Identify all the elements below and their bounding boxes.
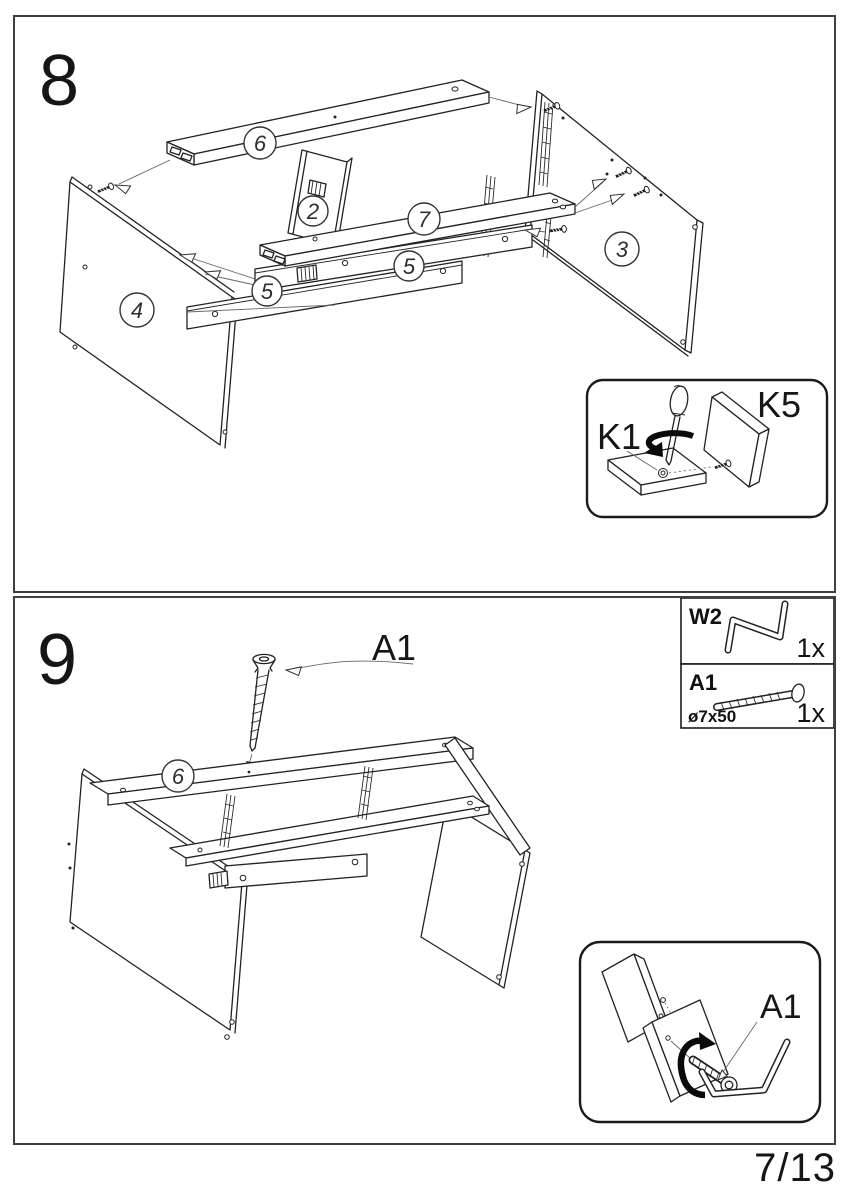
step8-panel [13, 15, 836, 593]
step9-drawing [15, 598, 834, 1143]
svg-text:6: 6 [171, 764, 185, 789]
svg-text:5: 5 [402, 254, 416, 279]
svg-text:4: 4 [130, 298, 144, 323]
part-label-4 [120, 293, 154, 327]
part6-top-rail [167, 80, 489, 165]
svg-text:6: 6 [253, 131, 267, 156]
inset-a1-label: A1 [760, 988, 802, 1026]
part-label-2 [298, 196, 328, 226]
step8-inset [587, 380, 827, 517]
legend-qty-a1: 1x [796, 698, 825, 728]
svg-text:3: 3 [615, 237, 629, 262]
svg-text:7: 7 [417, 207, 431, 232]
svg-text:5: 5 [260, 279, 274, 304]
step9-number: 9 [37, 620, 78, 700]
step9-panel [13, 596, 836, 1145]
step9-inset [580, 942, 820, 1122]
part-label-6 [244, 127, 276, 159]
step8-drawing [15, 17, 834, 591]
inset-label-k5: K5 [757, 384, 802, 425]
page-number: 7/13 [754, 1146, 836, 1190]
hardware-legend [681, 598, 834, 728]
part-label-5-back [394, 251, 424, 281]
part-label-6-step9 [162, 760, 194, 792]
legend-size-a1: ø7x50 [688, 707, 737, 726]
legend-code-a1: A1 [689, 670, 718, 695]
part-label-7 [408, 203, 440, 235]
a1-screw [246, 654, 275, 770]
svg-text:A1: A1 [372, 627, 417, 668]
legend-code-w2: W2 [689, 604, 722, 629]
svg-text:2: 2 [306, 199, 320, 224]
a1-callout [286, 627, 416, 676]
assembled-frame [68, 737, 531, 1039]
part-label-5-front [252, 276, 282, 306]
inset-label-k1: K1 [597, 416, 642, 457]
legend-qty-w2: 1x [796, 633, 825, 663]
step8-number: 8 [39, 41, 80, 121]
part3-right-side-panel [525, 91, 703, 356]
part-label-3 [605, 232, 639, 266]
